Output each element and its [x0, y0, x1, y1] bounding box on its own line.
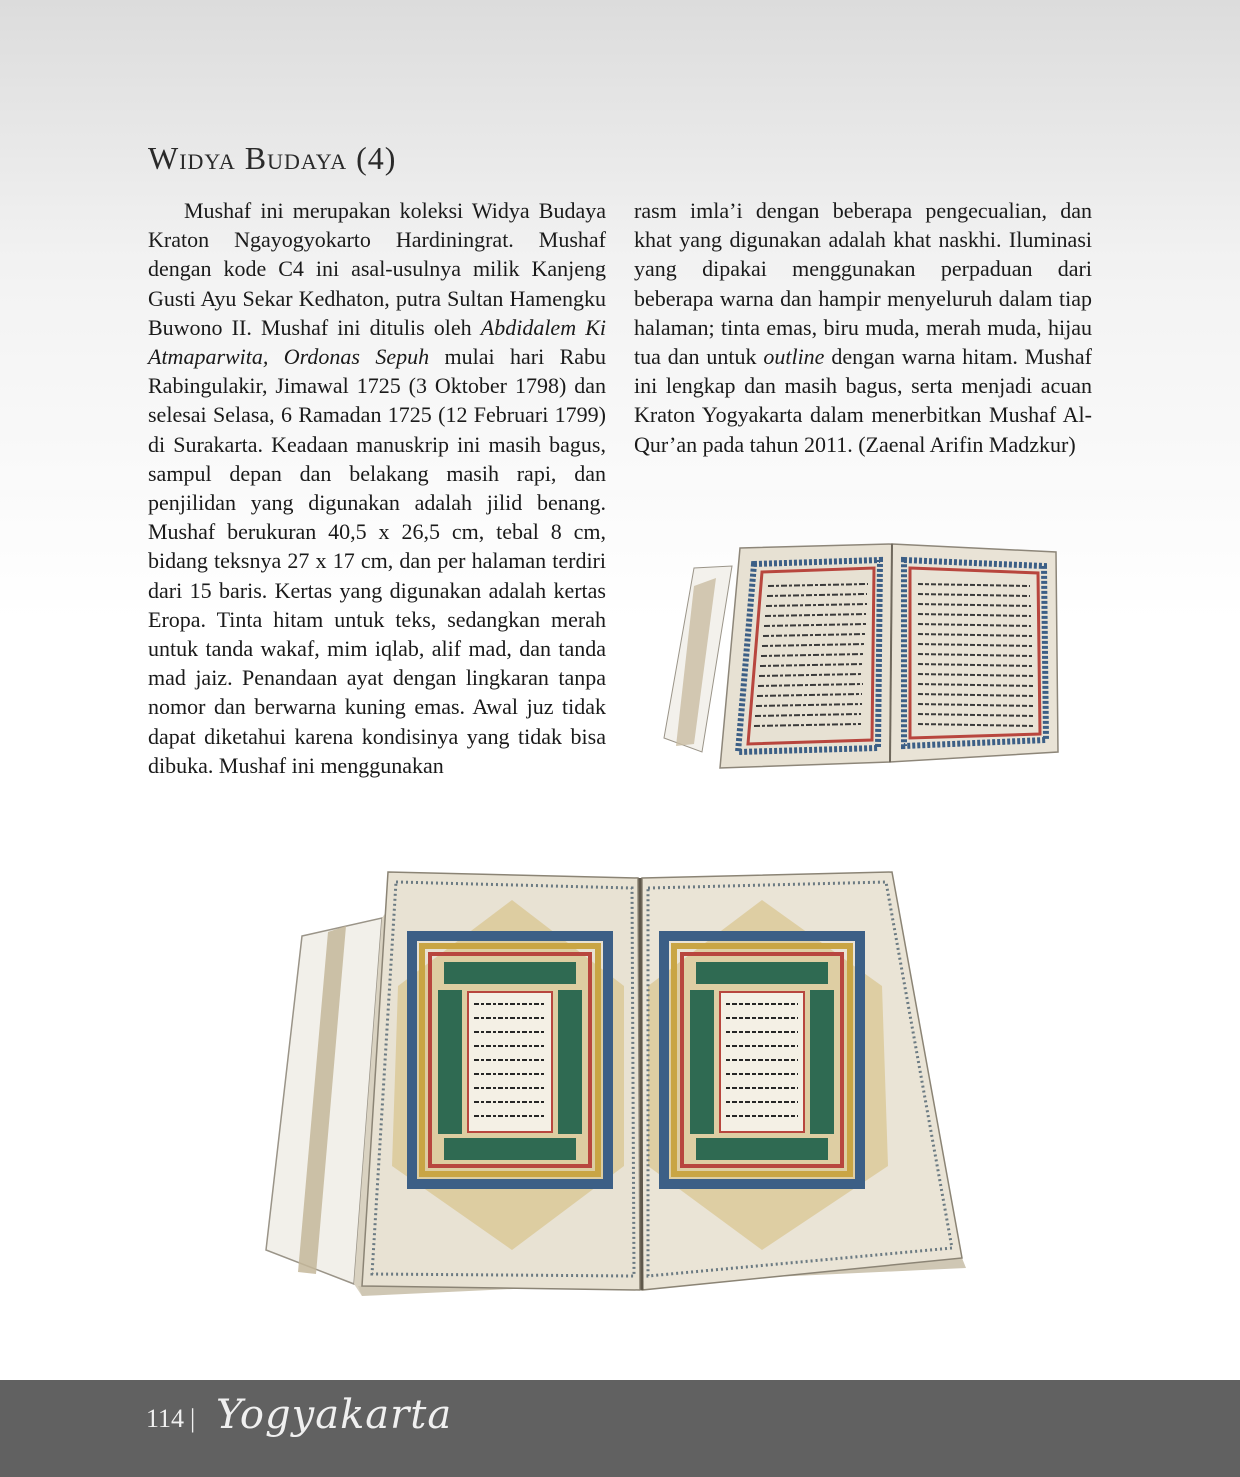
footer-separator: |: [190, 1404, 196, 1433]
page-title: Widya Budaya (4): [148, 140, 397, 176]
left-text-part-1: Mushaf ini merupakan koleksi Widya Budaya Kraton Ngayogyokarto Hardiningrat. Mushaf dengan kode C4 ini asal-usulnya milik Kanjeng Gusti Ayu Sekar Kedhaton, putra Sultan Hamengku Buwono II. Mushaf ini ditulis oleh: [148, 198, 606, 340]
body-text-right-column: [634, 196, 1092, 459]
mushaf-photo-large: [262, 866, 974, 1306]
scribe-name: Abdidalem Ki Atmaparwita, Ordonas Sepuh: [148, 314, 606, 370]
outline-term: outline: [763, 344, 825, 370]
body-text-left-column: [148, 196, 606, 780]
page-number: 114: [146, 1404, 185, 1433]
page-footer: [0, 1380, 1240, 1477]
right-text-part-2: dengan warna hitam. Mushaf ini lengkap dan masih bagus, serta menjadi acuan Kraton Yogyakarta dalam menerbitkan Mushaf Al-Qur’an pada tahun 2011. (Zaenal Arifin Madzkur): [634, 344, 1092, 457]
running-title: Yogyakarta: [216, 1392, 453, 1438]
mushaf-photo-small: [654, 538, 1074, 770]
left-text-part-2: mulai hari Rabu Rabingulakir, Jimawal 1725 (3 Oktober 1798) dan selesai Selasa, 6 Ramadan 1725 (12 Februari 1799) di Surakarta. Keadaan manuskrip ini masih bagus, sampul depan dan belakang masih rapi, dan penjilidan yang digunakan adalah jilid benang. Mushaf berukuran 40,5 x 26,5 cm, tebal 8 cm, bidang teksnya 27 x 17 cm, dan per halaman terdiri dari 15 baris. Kertas yang digunakan adalah kertas Eropa. Tinta hitam untuk teks, sedangkan merah untuk tanda wakaf, mim iqlab, alif mad, dan tanda mad jaiz. Penandaan ayat dengan lingkaran tanpa nomor dan berwarna kuning emas. Awal juz tidak dapat diketahui karena kondisinya yang tidak bisa dibuka. Mushaf ini menggunakan: [148, 344, 607, 778]
right-text-part-1: rasm imla’i dengan beberapa pengecualian, dan khat yang digunakan adalah khat naskhi. Iluminasi yang dipakai menggunakan perpaduan dari beberapa warna dan hampir menyeluruh dalam tiap halaman; tinta emas, biru muda, merah muda, hijau tua dan untuk: [634, 198, 1092, 370]
